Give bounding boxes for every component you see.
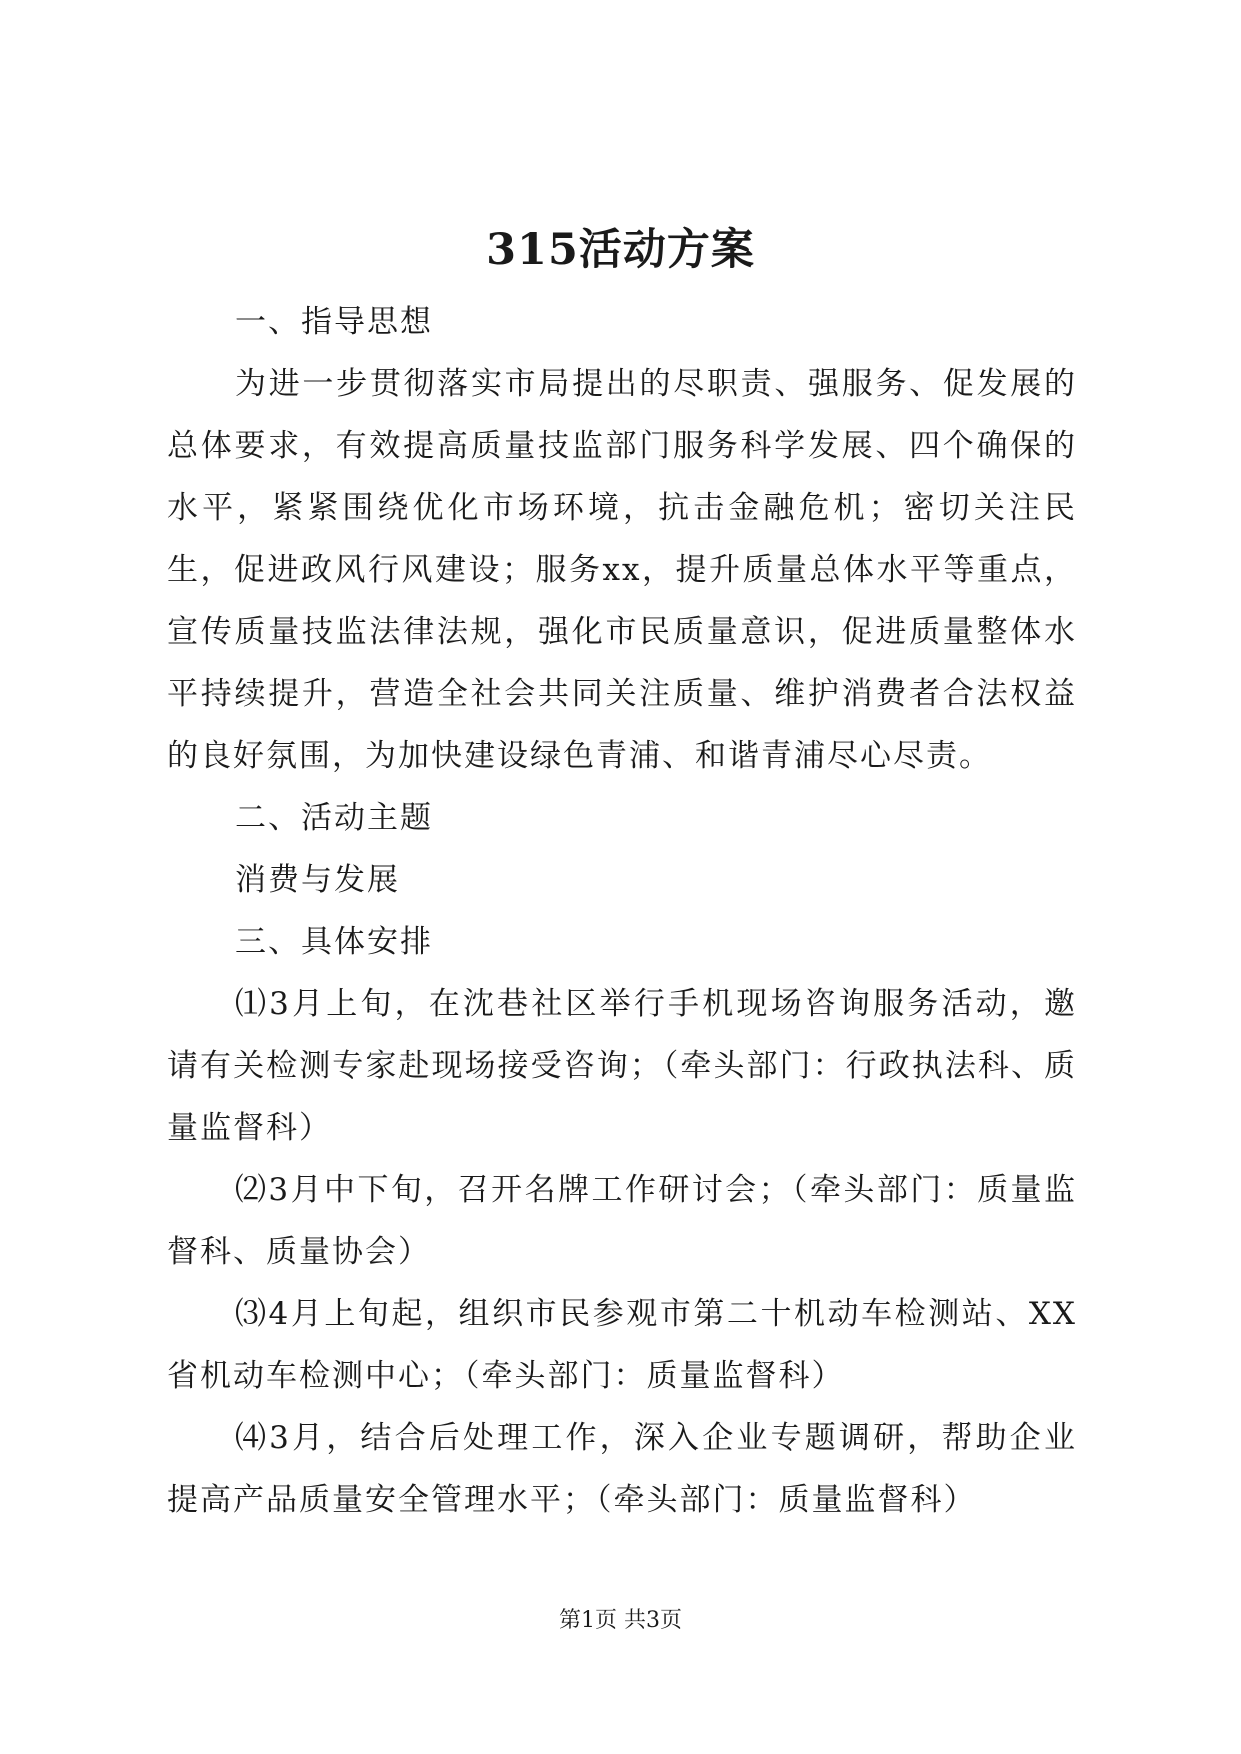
section-heading-guiding-thought: 一、指导思想 [235,304,433,340]
arrangement-item-3: ⑶4月上旬起，组织市民参观市第二十机动车检测站、XX省机动车检测中心；（牵头部门：质量监督科） [167,1296,1077,1394]
guiding-thought-paragraph: 为进一步贯彻落实市局提出的尽职责、强服务、促发展的总体要求，有效提高质量技监部门服务科学发展、四个确保的水平，紧紧围绕优化市场环境，抗击金融危机；密切关注民生，促进政风行风建设；服务xx，提升质量总体水平等重点，宣传质量技监法律法规，强化市民质量意识，促进质量整体水平持续提升，营造全社会共同关注质量、维护消费者合法权益的良好氛围，为加快建设绿色青浦、和谐青浦尽心尽责。 [167,366,1077,774]
section-heading-arrangements: 三、具体安排 [235,924,433,960]
document-body [167,291,1077,1531]
page-number-footer: 第1页 共3页 [559,1608,682,1633]
document-title: 315活动方案 [486,225,755,275]
arrangement-item-4: ⑷3月，结合后处理工作，深入企业专题调研，帮助企业提高产品质量安全管理水平；（牵头部门：质量监督科） [167,1420,1077,1518]
section-heading-theme: 二、活动主题 [235,800,433,836]
theme-text: 消费与发展 [235,862,400,898]
arrangement-item-1: ⑴3月上旬，在沈巷社区举行手机现场咨询服务活动，邀请有关检测专家赴现场接受咨询；（牵头部门：行政执法科、质量监督科） [167,986,1077,1146]
arrangement-item-2: ⑵3月中下旬，召开名牌工作研讨会；（牵头部门：质量监督科、质量协会） [167,1172,1077,1270]
